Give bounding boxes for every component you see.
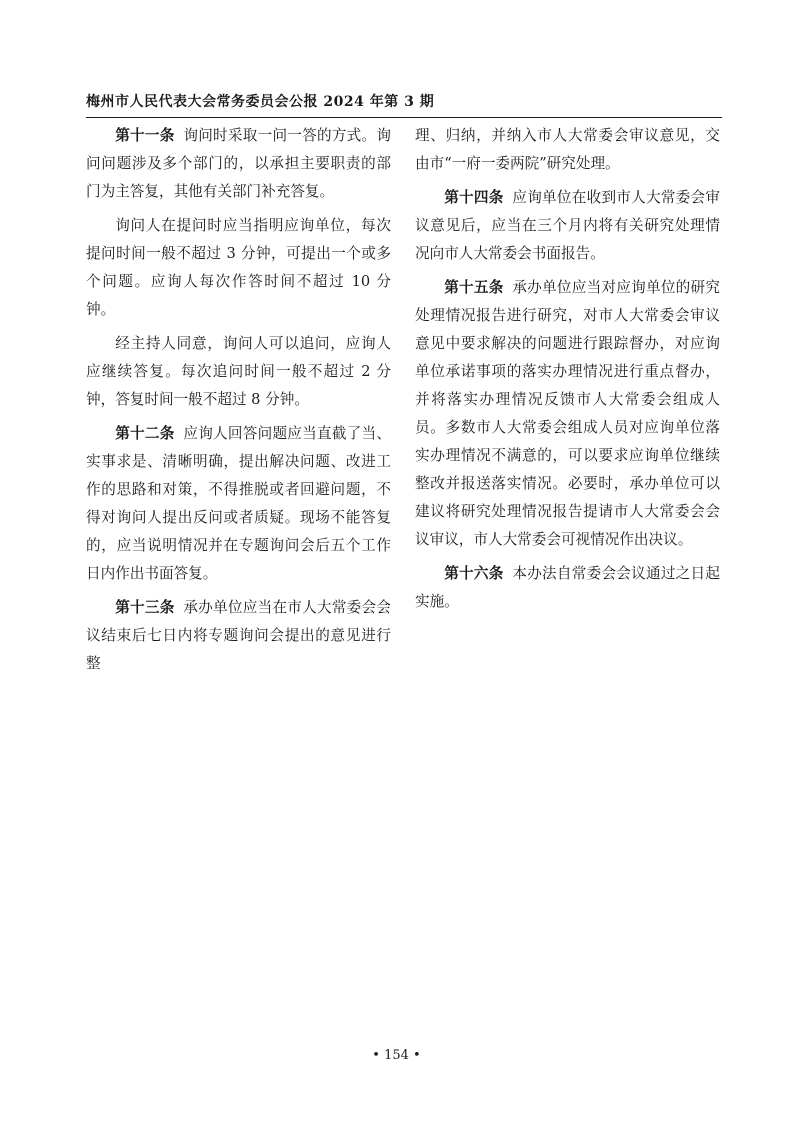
paragraph-text: 理、归纳，并纳入市人大常委会审议意见，交由市“一府一委两院”研究处理。 (415, 127, 720, 172)
article-text: 本办法自常委会会议通过之日起实施。 (415, 565, 720, 610)
article-text: 应询人回答问题应当直截了当、实事求是、清晰明确，提出解决问题、改进工作的思路和对策，不得推脱或者回避问题，不得对询问人提出反问或者质疑。现场不能答复的，应当说明情况并在专题询问会后五个工作日内作出书面答复。 (86, 425, 391, 582)
left-column (86, 122, 391, 684)
paragraph-article-13 (86, 594, 391, 678)
page-number: • 154 • (372, 1048, 421, 1063)
paragraph-article-15 (415, 274, 720, 554)
bulletin-header: 梅州市人民代表大会常务委员会公报 2024 年第 3 期 (86, 94, 435, 110)
paragraph-article-11-part-3 (86, 330, 391, 414)
article-number: 第十六条 (444, 565, 504, 582)
article-number: 第十五条 (444, 279, 504, 296)
header-divider (86, 117, 722, 118)
paragraph-text: 询问人在提问时应当指明应询单位，每次提问时间一般不超过 3 分钟，可提出一个或多个问题。应询人每次作答时间不超过 10 分钟。 (86, 217, 391, 318)
article-text: 承办单位应当在市人大常委会会议结束后七日内将专题询问会提出的意见进行整 (86, 599, 391, 672)
paragraph-article-12 (86, 420, 391, 588)
article-text: 询问时采取一问一答的方式。询问问题涉及多个部门的，以承担主要职责的部门为主答复，其他有关部门补充答复。 (86, 127, 391, 200)
paragraph-text: 经主持人同意，询问人可以追问，应询人应继续答复。每次追问时间一般不超过 2 分钟，答复时间一般不超过 8 分钟。 (86, 335, 391, 408)
paragraph-article-16 (415, 560, 720, 616)
article-text: 承办单位应当对应询单位的研究处理情况报告进行研究，对市人大常委会审议意见中要求解决的问题进行跟踪督办，对应询单位承诺事项的落实办理情况进行重点督办，并将落实办理情况反馈市人大常委会组成人员。多数市人大常委会组成人员对应询单位落实办理情况不满意的，可以要求应询单位继续整改并报送落实情况。必要时，承办单位可以建议将研究处理情况报告提请市人大常委会会议审议，市人大常委会可视情况作出决议。 (415, 279, 720, 548)
paragraph-article-11-part-2 (86, 212, 391, 324)
article-number: 第十一条 (115, 127, 175, 144)
paragraph-article-14 (415, 184, 720, 268)
paragraph-article-11 (86, 122, 391, 206)
paragraph-article-13-continued (415, 122, 720, 178)
article-number: 第十四条 (444, 189, 504, 206)
right-column (415, 122, 720, 622)
article-number: 第十二条 (115, 425, 175, 442)
article-text: 应询单位在收到市人大常委会审议意见后，应当在三个月内将有关研究处理情况向市人大常委会书面报告。 (415, 189, 720, 262)
article-number: 第十三条 (115, 599, 175, 616)
